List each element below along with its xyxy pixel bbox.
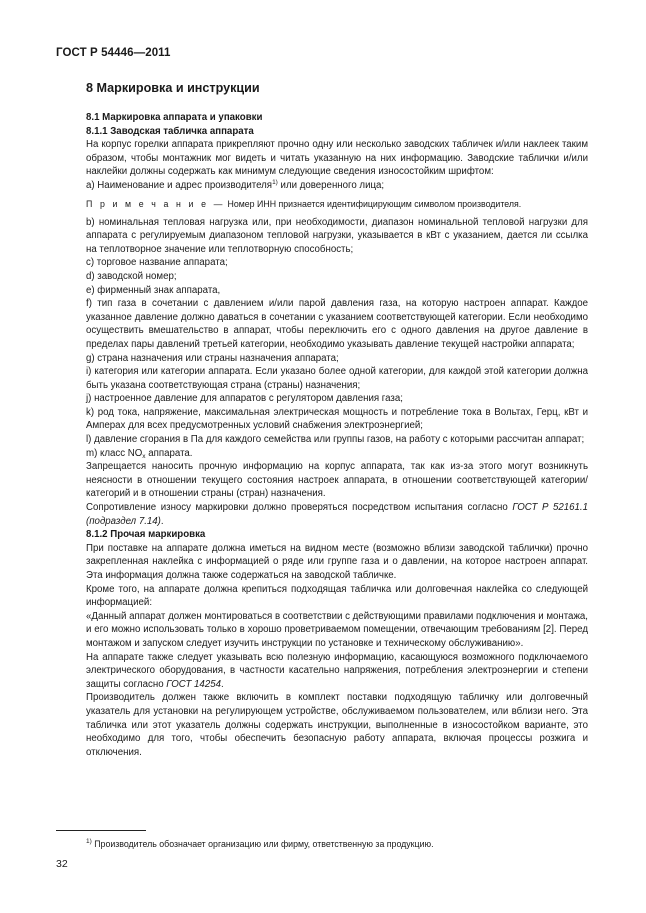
list-item-l: l) давление сгорания в Па для каждого семейства или группы газов, на работу с которыми рассчитан аппарат;: [86, 434, 585, 446]
paragraph-wear-test: [86, 501, 588, 528]
electrical-tail: .: [221, 678, 224, 690]
list-item-c: c) торговое название аппарата;: [86, 257, 228, 269]
list-item-f: f) тип газа в сочетании с давлением и/или парой давления газа, на которую настроен аппарат. Каждое указанное давление должно даваться в сочетании с указанием соответствующей категории. Если необходимо осуществить вмешательство в аппарат, чтобы переключить его с одного давления на другое давление в пределах пары давлений третьей категории, необходимо указывать давление текущей настройки аппарата;: [86, 298, 588, 350]
electrical-text: На аппарате также следует указывать всю полезную информацию, касающуюся возможного подключаемого электрического оборудования, в частности касательно напряжения, потребления электроэнергии и степени защиты согласно: [86, 651, 588, 690]
section-title: 8 Маркировка и инструкции: [86, 81, 260, 95]
wear-text: Сопротивление износу маркировки должно проверяться посредством испытания согласно: [86, 502, 508, 514]
paragraph-sticker: При поставке на аппарате должна иметься на видном месте (возможно вблизи заводской таблички) прочно закрепленная наклейка с информацией о ряде или группе газа и о давлении, на которое настроен аппарат. Эта информация должна также содержаться на заводской табличке.: [86, 542, 588, 581]
paragraph-electrical: [86, 651, 588, 692]
list-item-k: k) род тока, напряжение, максимальная электрическая мощность и потребление тока в Вольтах, Герц, кВт и Амперах для всех предусмотренных условий снабжения электроэнергией;: [86, 406, 588, 432]
list-item-a: [86, 179, 588, 193]
list-item-j: j) настроенное давление для аппаратов с регулятором давления газа;: [86, 393, 403, 405]
footnote-text: Производитель обозначает организацию или фирму, ответственную за продукцию.: [91, 839, 434, 849]
paragraph-quote: «Данный аппарат должен монтироваться в соответствии с действующими правилами подключения и монтажа, и его можно использовать только в хорошо проветриваемом помещении, отвечающим требованиям [2]. Перед монтажом и запуском следует изучить инструкции по установке и техническому обслуживанию».: [86, 610, 588, 649]
item-a-tail: или доверенного лица;: [277, 179, 385, 191]
note-text: Номер ИНН признается идентифицирующим символом производителя.: [225, 198, 522, 209]
item-a-text: а) Наименование и адрес производителя: [86, 179, 273, 191]
list-item-e: e) фирменный знак аппарата,: [86, 284, 221, 296]
footnote-marker: 1): [86, 838, 92, 845]
document-header: ГОСТ Р 54446—2011: [56, 47, 171, 59]
page-number: 32: [56, 858, 68, 870]
note-label: П р и м е ч а н и е —: [86, 198, 226, 209]
paragraph-prohibition: Запрещается наносить прочную информацию на корпус аппарата, так как из-за этого могут возникнуть неясности в отношении текущего состояния настроек аппарата, в отношении соответствующей категории/категорий и в отношении страны (стран) назначения.: [86, 461, 588, 500]
list-item-b: b) номинальная тепловая нагрузка или, при необходимости, диапазон номинальной тепловой нагрузки для аппарата с регулируемым диапазоном тепловой нагрузки, указывается в кВт с указанием, дается ли ссылка на теплотворное значение или теплотворную способность;: [86, 216, 588, 255]
paragraph-plate: Кроме того, на аппарате должна крепиться подходящая табличка или долговечная наклейка со следующей информацией:: [86, 583, 588, 609]
wear-tail: .: [160, 515, 164, 527]
item-m-tail: аппарата.: [145, 447, 193, 459]
paragraph-manufacturer: Производитель должен также включить в комплект поставки подходящую табличку или долговечный указатель для установки на регулирующем устройстве, обслуживаемом пользователем, или вблизи него. Эта табличка или этот указатель должны содержать инструкции, выполненные в износостойком варианте, это необходимо для того, чтобы обеспечить безопасную работу аппарата, включая процессы розжига и отключения.: [86, 692, 588, 758]
standard-reference: ГОСТ Р 52161.1 (подраздел 7.14): [86, 502, 588, 527]
note: [86, 198, 588, 211]
page-body: [86, 80, 588, 759]
subsection-title-8-1-2: 8.1.2 Прочая маркировка: [86, 529, 206, 541]
footnote-divider: [56, 830, 146, 831]
list-item-d: d) заводской номер;: [86, 270, 177, 282]
list-item-m: [86, 447, 588, 461]
standard-reference: ГОСТ 14254: [166, 678, 221, 690]
list-item-g: g) страна назначения или страны назначения аппарата;: [86, 352, 339, 364]
paragraph-intro: На корпус горелки аппарата прикрепляют прочно одну или несколько заводских табличек и/или наклеек таким образом, чтобы монтажник мог видеть и читать указанную на них информацию. Заводские таблички и/или наклейки должны содержать как минимум следующие сведения износостойким шрифтом:: [86, 139, 588, 178]
item-m-text: m) класс NO: [86, 447, 143, 459]
subsection-title-8-1-1: 8.1.1 Заводская табличка аппарата: [86, 125, 254, 137]
footnote: [86, 838, 588, 850]
item-m-subscript: x: [142, 452, 146, 460]
list-item-i: i) категория или категории аппарата. Если указано более одной категории, для каждой этой категории должна быть указана соответствующая страна (страны) назначения;: [86, 366, 588, 391]
footnote-ref: 1): [272, 178, 278, 186]
subsection-title-8-1: 8.1 Маркировка аппарата и упаковки: [86, 112, 263, 123]
